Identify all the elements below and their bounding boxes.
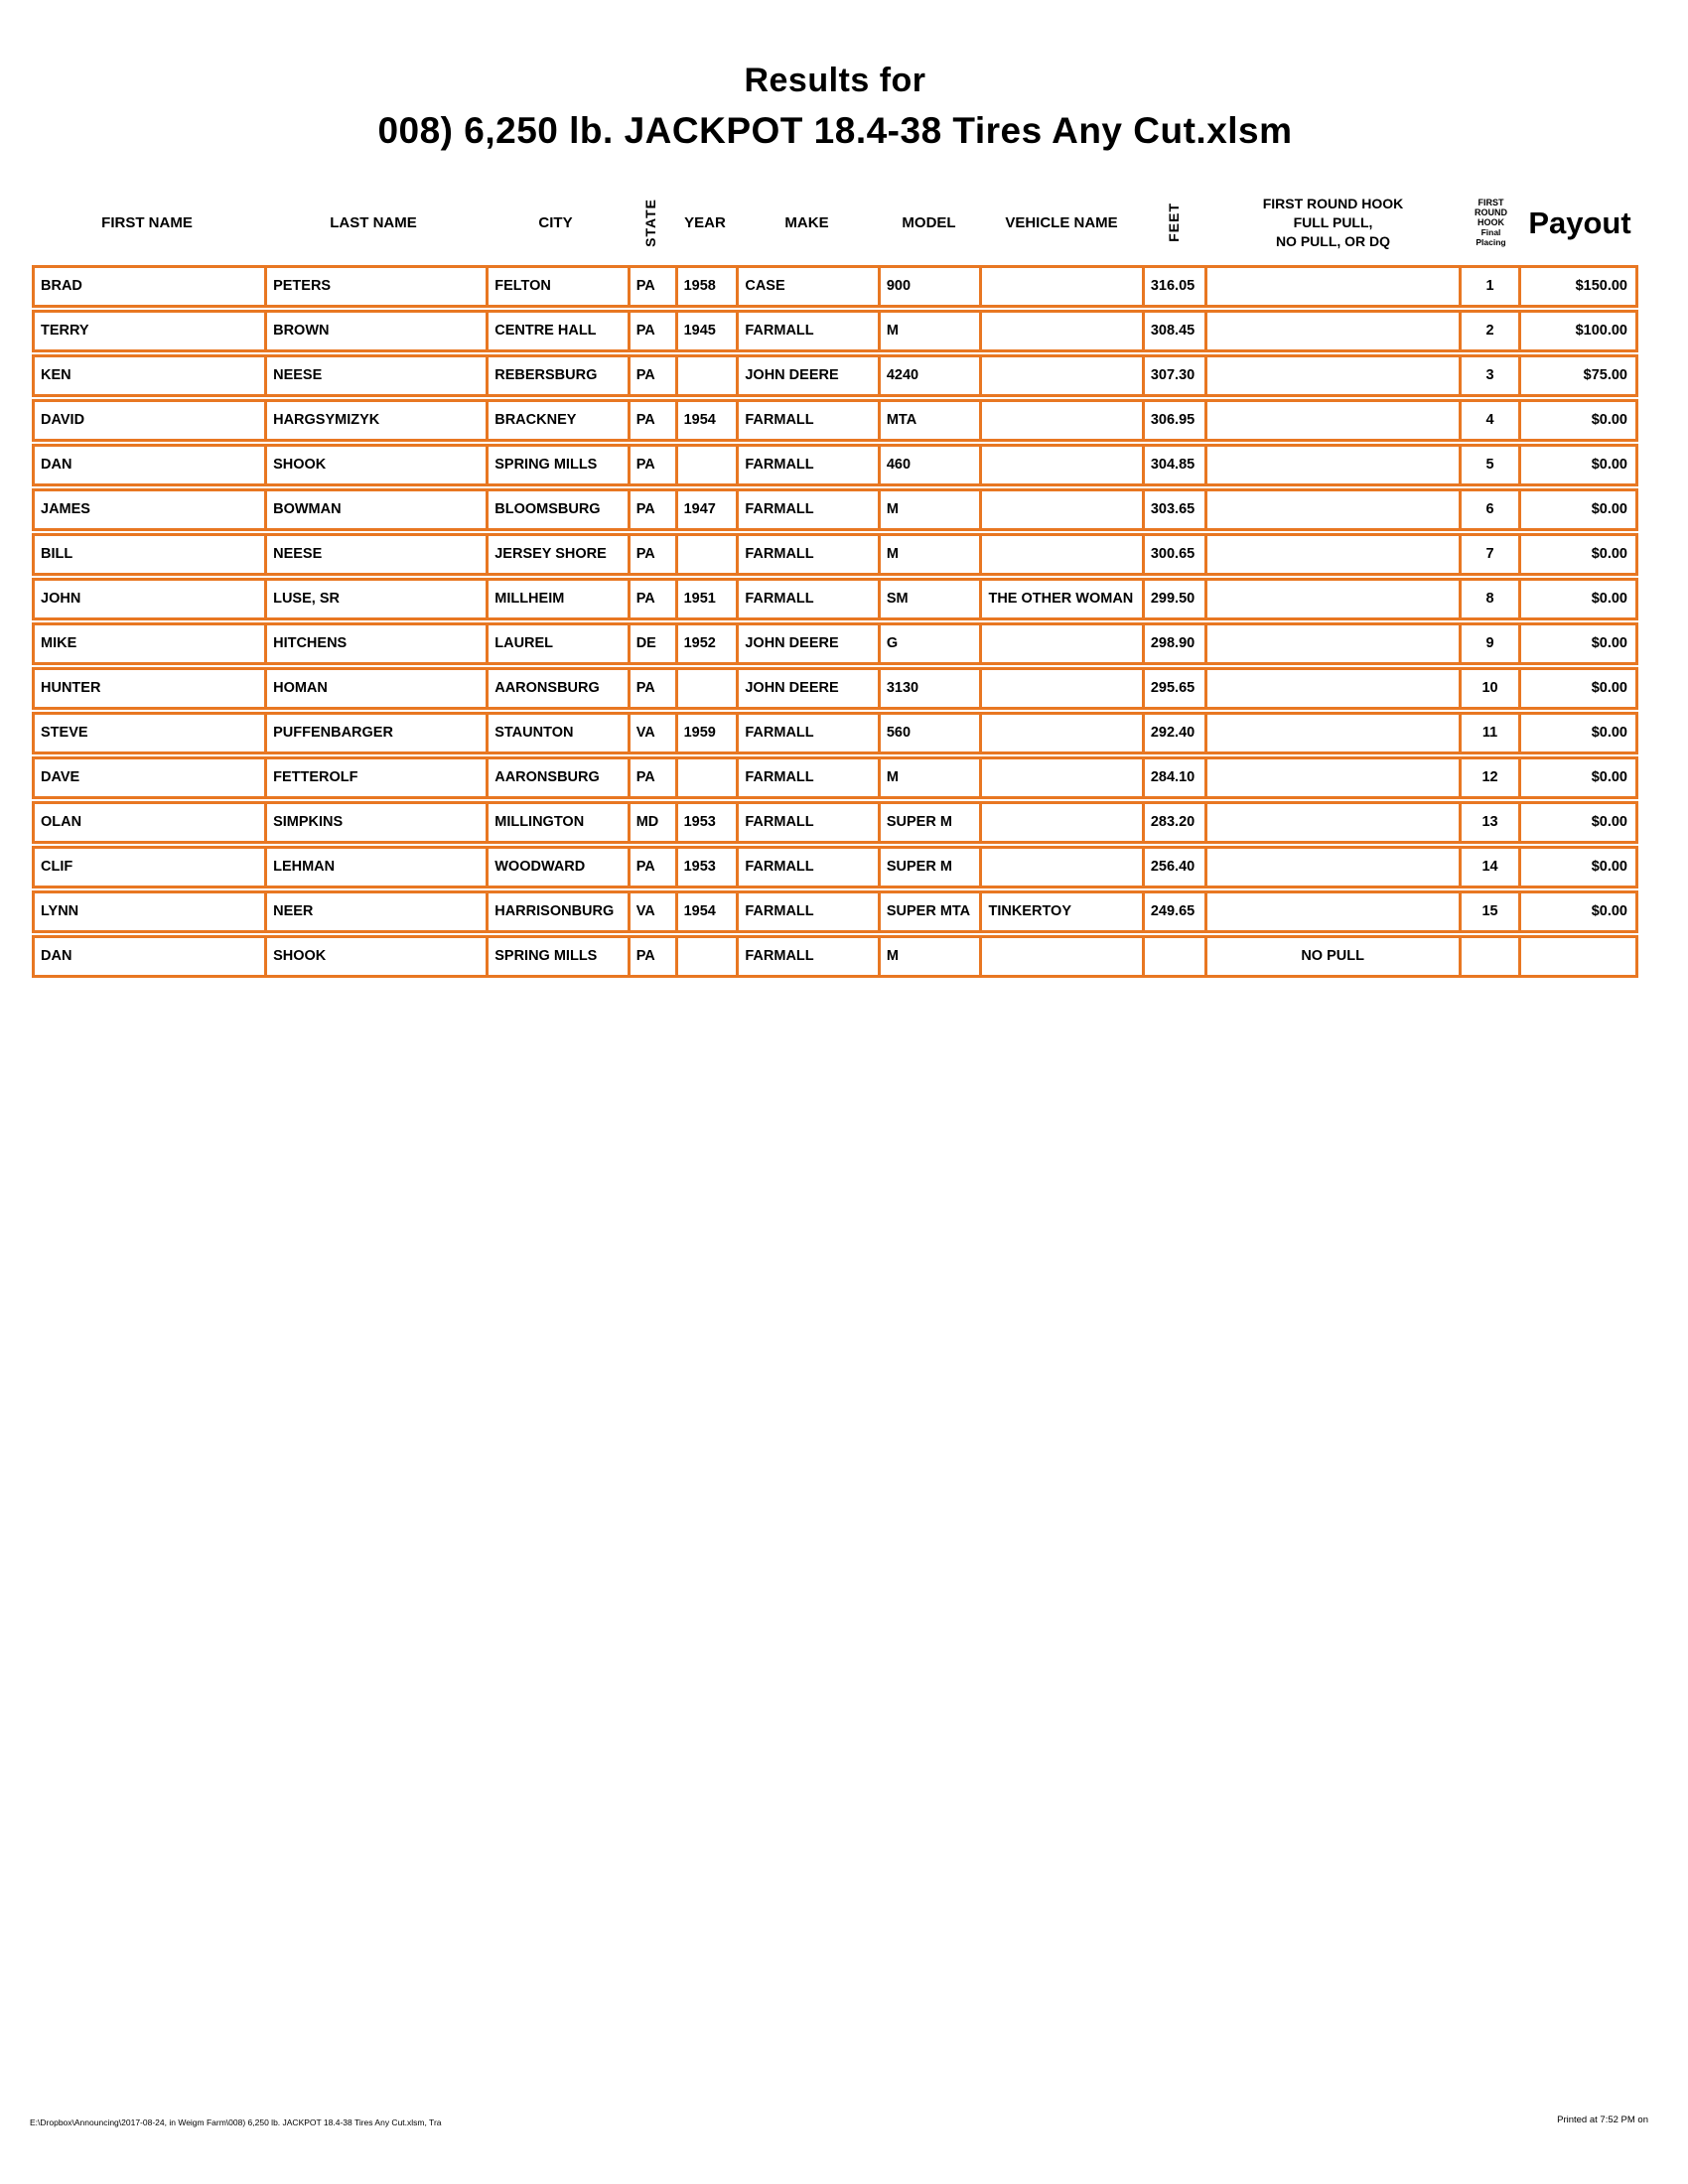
- cell-vehicle-name: TINKERTOY: [979, 893, 1141, 930]
- table-row: [32, 488, 1638, 531]
- cell-city: LAUREL: [486, 625, 627, 662]
- cell-first-round-hook: [1204, 491, 1459, 528]
- cell-model: 560: [878, 715, 980, 751]
- cell-last-name: SIMPKINS: [264, 804, 486, 841]
- cell-vehicle-name: [979, 715, 1141, 751]
- cell-state: VA: [628, 715, 675, 751]
- cell-year: [675, 938, 737, 975]
- cell-final-placing: 8: [1459, 581, 1519, 617]
- cell-last-name: HARGSYMIZYK: [264, 402, 486, 439]
- cell-make: FARMALL: [736, 938, 877, 975]
- page-title-line2: 008) 6,250 lb. JACKPOT 18.4-38 Tires Any Cut.xlsm: [377, 110, 1293, 151]
- cell-state: PA: [628, 402, 675, 439]
- table-row: [32, 310, 1638, 352]
- cell-vehicle-name: [979, 849, 1141, 886]
- cell-final-placing: 2: [1459, 313, 1519, 349]
- cell-year: [675, 357, 737, 394]
- table-row: [32, 935, 1638, 978]
- cell-last-name: NEER: [264, 893, 486, 930]
- cell-model: G: [878, 625, 980, 662]
- cell-last-name: BROWN: [264, 313, 486, 349]
- cell-vehicle-name: THE OTHER WOMAN: [979, 581, 1141, 617]
- cell-model: SUPER M: [878, 804, 980, 841]
- cell-last-name: SHOOK: [264, 447, 486, 483]
- cell-first-round-hook: [1204, 357, 1459, 394]
- cell-make: FARMALL: [736, 849, 877, 886]
- cell-year: 1953: [675, 804, 737, 841]
- cell-final-placing: 3: [1459, 357, 1519, 394]
- cell-feet: 284.10: [1142, 759, 1204, 796]
- cell-feet: 316.05: [1142, 268, 1204, 305]
- cell-city: BRACKNEY: [486, 402, 627, 439]
- cell-first-name: DAVID: [41, 412, 85, 428]
- header-payout: Payout: [1528, 205, 1631, 240]
- cell-last-name: HITCHENS: [264, 625, 486, 662]
- cell-first-round-hook: [1204, 670, 1459, 707]
- cell-make: CASE: [736, 268, 877, 305]
- cell-last-name: LUSE, SR: [264, 581, 486, 617]
- cell-feet: 299.50: [1142, 581, 1204, 617]
- header-state: STATE: [641, 198, 658, 247]
- cell-city: MILLHEIM: [486, 581, 627, 617]
- cell-city: JERSEY SHORE: [486, 536, 627, 573]
- cell-last-name: SHOOK: [264, 938, 486, 975]
- cell-first-name: KEN: [41, 367, 71, 383]
- cell-payout: $75.00: [1518, 357, 1635, 394]
- header-model: MODEL: [902, 213, 956, 231]
- cell-first-name: MIKE: [41, 635, 77, 651]
- cell-first-round-hook: NO PULL: [1204, 938, 1459, 975]
- cell-final-placing: 7: [1459, 536, 1519, 573]
- header-city: CITY: [538, 213, 573, 231]
- cell-feet: 306.95: [1142, 402, 1204, 439]
- cell-state: PA: [628, 357, 675, 394]
- cell-state: PA: [628, 313, 675, 349]
- cell-vehicle-name: [979, 491, 1141, 528]
- cell-make: FARMALL: [736, 715, 877, 751]
- cell-payout: $100.00: [1518, 313, 1635, 349]
- cell-make: JOHN DEERE: [736, 625, 877, 662]
- cell-city: BLOOMSBURG: [486, 491, 627, 528]
- cell-city: SPRING MILLS: [486, 447, 627, 483]
- cell-first-name: LYNN: [41, 903, 79, 919]
- cell-year: [675, 670, 737, 707]
- cell-last-name: NEESE: [264, 536, 486, 573]
- cell-payout: $0.00: [1518, 447, 1635, 483]
- cell-payout: $0.00: [1518, 893, 1635, 930]
- cell-vehicle-name: [979, 759, 1141, 796]
- cell-model: M: [878, 491, 980, 528]
- cell-city: HARRISONBURG: [486, 893, 627, 930]
- table-row: [32, 890, 1638, 933]
- cell-payout: [1518, 938, 1635, 975]
- cell-city: AARONSBURG: [486, 759, 627, 796]
- table-row: [32, 399, 1638, 442]
- cell-state: PA: [628, 491, 675, 528]
- cell-payout: $0.00: [1518, 759, 1635, 796]
- header-vehicle-name: VEHICLE NAME: [1005, 213, 1118, 231]
- cell-make: FARMALL: [736, 313, 877, 349]
- cell-first-name: DAVE: [41, 769, 80, 785]
- cell-payout: $0.00: [1518, 491, 1635, 528]
- table-row: [32, 801, 1638, 844]
- table-row: [32, 712, 1638, 754]
- cell-first-round-hook: [1204, 715, 1459, 751]
- table-row: [32, 444, 1638, 486]
- header-make: MAKE: [784, 213, 829, 231]
- cell-first-name: HUNTER: [41, 680, 101, 696]
- cell-final-placing: 10: [1459, 670, 1519, 707]
- cell-make: FARMALL: [736, 759, 877, 796]
- table-row: [32, 756, 1638, 799]
- table-row: [32, 846, 1638, 888]
- cell-year: 1958: [675, 268, 737, 305]
- cell-payout: $0.00: [1518, 670, 1635, 707]
- cell-final-placing: [1459, 938, 1519, 975]
- cell-first-round-hook: [1204, 893, 1459, 930]
- cell-feet: 307.30: [1142, 357, 1204, 394]
- cell-state: PA: [628, 268, 675, 305]
- cell-payout: $0.00: [1518, 849, 1635, 886]
- table-row: [32, 354, 1638, 397]
- cell-first-round-hook: [1204, 759, 1459, 796]
- cell-feet: [1142, 938, 1204, 975]
- cell-model: 4240: [878, 357, 980, 394]
- cell-feet: 298.90: [1142, 625, 1204, 662]
- cell-first-round-hook: [1204, 804, 1459, 841]
- cell-final-placing: 5: [1459, 447, 1519, 483]
- cell-first-round-hook: [1204, 581, 1459, 617]
- cell-first-round-hook: [1204, 268, 1459, 305]
- cell-vehicle-name: [979, 625, 1141, 662]
- footer-file-path: E:\Dropbox\Announcing\2017-08-24, in Weigm Farm\008) 6,250 lb. JACKPOT 18.4-38 Tires Any Cut.xlsm, Tra: [30, 2117, 442, 2127]
- cell-model: M: [878, 938, 980, 975]
- cell-state: VA: [628, 893, 675, 930]
- cell-final-placing: 12: [1459, 759, 1519, 796]
- cell-feet: 308.45: [1142, 313, 1204, 349]
- cell-payout: $0.00: [1518, 581, 1635, 617]
- cell-last-name: LEHMAN: [264, 849, 486, 886]
- cell-first-name: BRAD: [41, 278, 82, 294]
- cell-final-placing: 6: [1459, 491, 1519, 528]
- cell-state: PA: [628, 938, 675, 975]
- cell-feet: 292.40: [1142, 715, 1204, 751]
- cell-city: FELTON: [486, 268, 627, 305]
- cell-model: 900: [878, 268, 980, 305]
- cell-year: 1952: [675, 625, 737, 662]
- cell-first-name: JOHN: [41, 591, 81, 607]
- cell-model: SM: [878, 581, 980, 617]
- cell-year: 1951: [675, 581, 737, 617]
- cell-first-name: DAN: [41, 948, 72, 964]
- cell-first-name: BILL: [41, 546, 73, 562]
- header-year: YEAR: [684, 213, 726, 231]
- cell-last-name: PUFFENBARGER: [264, 715, 486, 751]
- cell-feet: 283.20: [1142, 804, 1204, 841]
- cell-vehicle-name: [979, 670, 1141, 707]
- cell-final-placing: 13: [1459, 804, 1519, 841]
- cell-state: PA: [628, 759, 675, 796]
- cell-payout: $0.00: [1518, 804, 1635, 841]
- cell-final-placing: 11: [1459, 715, 1519, 751]
- cell-year: 1945: [675, 313, 737, 349]
- cell-feet: 295.65: [1142, 670, 1204, 707]
- cell-first-round-hook: [1204, 849, 1459, 886]
- cell-state: DE: [628, 625, 675, 662]
- cell-model: 460: [878, 447, 980, 483]
- cell-vehicle-name: [979, 938, 1141, 975]
- cell-model: M: [878, 759, 980, 796]
- cell-make: FARMALL: [736, 447, 877, 483]
- cell-model: M: [878, 536, 980, 573]
- cell-model: SUPER MTA: [878, 893, 980, 930]
- cell-vehicle-name: [979, 402, 1141, 439]
- cell-first-name: CLIF: [41, 859, 73, 875]
- cell-model: MTA: [878, 402, 980, 439]
- cell-first-round-hook: [1204, 625, 1459, 662]
- cell-city: MILLINGTON: [486, 804, 627, 841]
- results-table-body: [32, 265, 1638, 978]
- table-row: [32, 622, 1638, 665]
- cell-year: [675, 536, 737, 573]
- cell-feet: 249.65: [1142, 893, 1204, 930]
- cell-payout: $0.00: [1518, 625, 1635, 662]
- cell-first-round-hook: [1204, 447, 1459, 483]
- table-header-row: [32, 180, 1638, 265]
- cell-first-name: JAMES: [41, 501, 90, 517]
- cell-year: 1954: [675, 402, 737, 439]
- cell-make: FARMALL: [736, 491, 877, 528]
- cell-year: 1947: [675, 491, 737, 528]
- header-final-placing: FIRST ROUND HOOK Final Placing: [1475, 198, 1507, 247]
- results-sheet: [32, 0, 1638, 980]
- cell-final-placing: 15: [1459, 893, 1519, 930]
- cell-make: JOHN DEERE: [736, 357, 877, 394]
- cell-last-name: FETTEROLF: [264, 759, 486, 796]
- cell-first-round-hook: [1204, 536, 1459, 573]
- cell-city: REBERSBURG: [486, 357, 627, 394]
- cell-city: SPRING MILLS: [486, 938, 627, 975]
- table-row: [32, 578, 1638, 620]
- cell-final-placing: 9: [1459, 625, 1519, 662]
- cell-vehicle-name: [979, 536, 1141, 573]
- cell-city: WOODWARD: [486, 849, 627, 886]
- cell-feet: 304.85: [1142, 447, 1204, 483]
- cell-last-name: BOWMAN: [264, 491, 486, 528]
- cell-feet: 303.65: [1142, 491, 1204, 528]
- header-first-round-hook: FIRST ROUND HOOK FULL PULL, NO PULL, OR DQ: [1262, 195, 1404, 249]
- cell-city: STAUNTON: [486, 715, 627, 751]
- cell-city: CENTRE HALL: [486, 313, 627, 349]
- cell-model: M: [878, 313, 980, 349]
- cell-model: SUPER M: [878, 849, 980, 886]
- cell-city: AARONSBURG: [486, 670, 627, 707]
- cell-model: 3130: [878, 670, 980, 707]
- cell-last-name: HOMAN: [264, 670, 486, 707]
- cell-state: PA: [628, 670, 675, 707]
- cell-feet: 300.65: [1142, 536, 1204, 573]
- cell-make: FARMALL: [736, 581, 877, 617]
- cell-vehicle-name: [979, 804, 1141, 841]
- cell-year: 1953: [675, 849, 737, 886]
- cell-final-placing: 4: [1459, 402, 1519, 439]
- table-row: [32, 265, 1638, 308]
- cell-state: MD: [628, 804, 675, 841]
- table-row: [32, 533, 1638, 576]
- cell-vehicle-name: [979, 313, 1141, 349]
- cell-make: FARMALL: [736, 402, 877, 439]
- cell-payout: $0.00: [1518, 536, 1635, 573]
- cell-first-name: STEVE: [41, 725, 88, 741]
- cell-make: FARMALL: [736, 893, 877, 930]
- cell-state: PA: [628, 447, 675, 483]
- cell-make: FARMALL: [736, 804, 877, 841]
- cell-first-round-hook: [1204, 313, 1459, 349]
- cell-payout: $0.00: [1518, 715, 1635, 751]
- cell-first-name: OLAN: [41, 814, 82, 830]
- cell-first-name: DAN: [41, 457, 72, 473]
- page-title-line1: Results for: [744, 62, 926, 99]
- footer-printed-time: Printed at 7:52 PM on: [1557, 2115, 1648, 2125]
- cell-year: 1954: [675, 893, 737, 930]
- table-row: [32, 667, 1638, 710]
- cell-last-name: PETERS: [264, 268, 486, 305]
- cell-first-round-hook: [1204, 402, 1459, 439]
- cell-year: [675, 759, 737, 796]
- header-last-name: LAST NAME: [330, 213, 417, 231]
- cell-vehicle-name: [979, 447, 1141, 483]
- cell-state: PA: [628, 581, 675, 617]
- cell-feet: 256.40: [1142, 849, 1204, 886]
- cell-final-placing: 1: [1459, 268, 1519, 305]
- cell-year: [675, 447, 737, 483]
- cell-vehicle-name: [979, 268, 1141, 305]
- header-first-name: FIRST NAME: [101, 213, 193, 231]
- cell-last-name: NEESE: [264, 357, 486, 394]
- cell-make: FARMALL: [736, 536, 877, 573]
- cell-vehicle-name: [979, 357, 1141, 394]
- cell-state: PA: [628, 536, 675, 573]
- cell-payout: $150.00: [1518, 268, 1635, 305]
- cell-final-placing: 14: [1459, 849, 1519, 886]
- header-feet: FEET: [1166, 203, 1182, 242]
- cell-state: PA: [628, 849, 675, 886]
- cell-payout: $0.00: [1518, 402, 1635, 439]
- cell-make: JOHN DEERE: [736, 670, 877, 707]
- cell-year: 1959: [675, 715, 737, 751]
- cell-first-name: TERRY: [41, 323, 89, 339]
